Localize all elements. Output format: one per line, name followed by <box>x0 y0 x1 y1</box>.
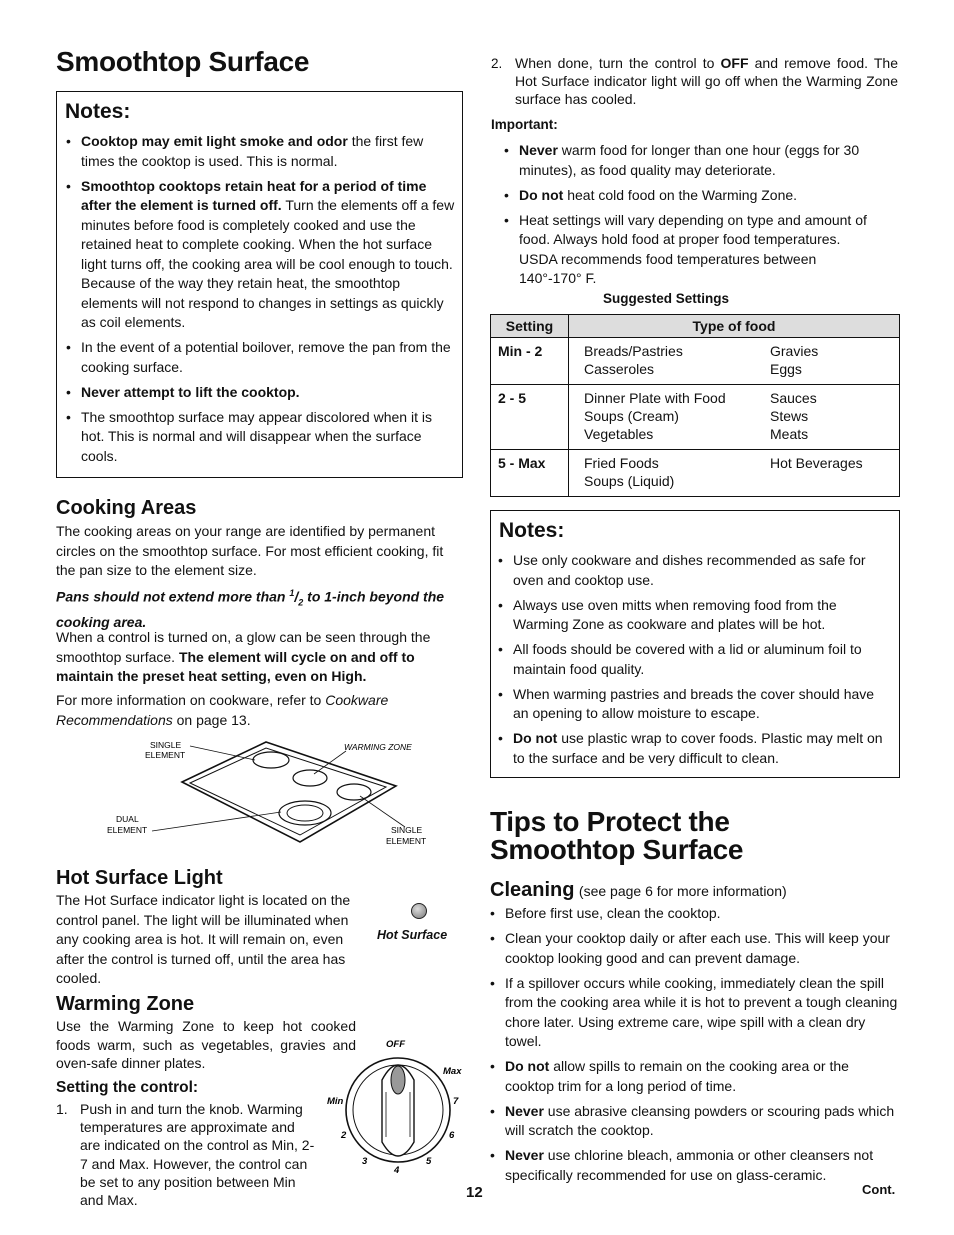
hot-surface-text: The Hot Surface indicator light is located on the control panel. The light will be illuminated when any cooking area is hot. It will remain on, even after the control is turned off, until the area has cooled. <box>56 892 351 986</box>
important-item: • Do not heat cold food on the Warming Zone. <box>499 186 879 206</box>
table-caption: Suggested Settings <box>602 291 729 306</box>
label-warming-zone: WARMING ZONE <box>344 742 412 752</box>
knob-7-label: 7 <box>453 1096 459 1107</box>
cleaning-list <box>485 904 899 1191</box>
food-list-a: Breads/Pastries Casseroles <box>584 343 683 377</box>
label-single-top-2: ELEMENT <box>145 750 186 760</box>
cleaning-note: (see page 6 for more information) <box>578 883 787 899</box>
label-dual-1: DUAL <box>116 814 139 824</box>
cleaning-item: • Never use abrasive cleansing powders or scouring pads which will scratch the cooktop. <box>485 1102 899 1141</box>
continued-label: Cont. <box>862 1182 896 1197</box>
note-item: • Always use oven mitts when removing food from the Warming Zone as cookware and plates will be hot. <box>493 596 891 635</box>
food-list-b: Sauces Stews Meats <box>770 390 817 442</box>
notes-list-right <box>493 551 891 774</box>
cleaning-heading: Cleaning <box>490 879 575 901</box>
notes-heading-right: Notes: <box>499 519 565 542</box>
notes-heading: Notes: <box>65 100 131 123</box>
setting-cell: 2 - 5 <box>491 385 569 450</box>
label-single-bottom-2: ELEMENT <box>386 836 427 846</box>
setting-control-heading: Setting the control: <box>56 1079 199 1096</box>
notes-list <box>61 132 456 472</box>
notes-box-right <box>490 510 900 778</box>
label-single-top-1: SINGLE <box>150 740 182 750</box>
warming-zone-text: Use the Warming Zone to keep hot cooked foods warm, such as vegetables, gravies and oven-safe dinner plates. <box>56 1018 356 1071</box>
cooktop-outline <box>182 742 396 842</box>
note-item: • When warming pastries and breads the cover should have an opening to allow moisture to escape. <box>493 685 891 724</box>
suggested-settings-table <box>490 314 900 497</box>
hot-surface-indicator-light <box>411 903 427 919</box>
pans-warning: Pans should not extend more than $^1/_2$ to 1-inch beyond the cooking area. <box>56 588 445 630</box>
note-item: • Use only cookware and dishes recommended as safe for oven and cooktop use. <box>493 551 891 590</box>
table-row <box>491 385 900 450</box>
food-cell <box>569 450 900 497</box>
step2-number: 2. <box>491 56 503 71</box>
food-cell <box>569 338 900 385</box>
food-list-a: Dinner Plate with Food Soups (Cream) Vegetables <box>584 390 726 442</box>
cooking-areas-heading: Cooking Areas <box>56 497 197 519</box>
col-food-header: Type of food <box>569 315 900 338</box>
important-list <box>499 141 879 294</box>
cooking-areas-text: The cooking areas on your range are identified by permanent circles on the smoothtop surface. For most efficient cooking, fit the pan size to the element size. <box>56 523 444 578</box>
cleaning-item: • Clean your cooktop daily or after each use. This will keep your cooktop looking good and can prevent damage. <box>485 929 899 968</box>
knob-2-label: 2 <box>341 1130 347 1141</box>
food-list-b: Hot Beverages <box>770 455 863 471</box>
food-list-b: Gravies Eggs <box>770 343 819 377</box>
warming-zone-heading: Warming Zone <box>56 993 195 1015</box>
knob-pointer <box>391 1066 405 1094</box>
knob-4-label: 4 <box>394 1165 400 1176</box>
knob-6-label: 6 <box>449 1130 455 1141</box>
cooktop-diagram <box>100 736 440 852</box>
important-heading: Important: <box>491 117 558 132</box>
cookware-ref: For more information on cookware, refer to Cookware Recommendations on page 13. <box>56 692 389 728</box>
food-list-a: Fried Foods Soups (Liquid) <box>584 455 675 489</box>
label-single-bottom-1: SINGLE <box>391 825 423 835</box>
knob-min-label: Min <box>327 1096 344 1107</box>
warming-control-knob <box>322 1032 472 1177</box>
cleaning-item: • If a spillover occurs while cooking, immediately clean the spill from the cooking area while it is hot to prevent a tough cleaning chore later. Using extreme care, wipe spill with a clean dry towel. <box>485 974 899 1052</box>
knob-max-label: Max <box>443 1066 462 1077</box>
hot-surface-label: Hot Surface <box>377 928 448 942</box>
note-item: • Cooktop may emit light smoke and odor the first few times the cooktop is used. This is normal. <box>61 132 456 171</box>
note-item: • Never attempt to lift the cooktop. <box>61 383 456 403</box>
step2-text: When done, turn the control to OFF and remove food. The Hot Surface indicator light will go off when the Warming Zone surface has cooled. <box>515 55 899 107</box>
table-row <box>491 450 900 497</box>
tips-title: Tips to Protect the Smoothtop Surface <box>490 806 744 865</box>
note-item: • All foods should be covered with a lid or aluminum foil to maintain food quality. <box>493 640 891 679</box>
cleaning-item: • Before first use, clean the cooktop. <box>485 904 899 924</box>
food-cell <box>569 385 900 450</box>
hot-surface-heading: Hot Surface Light <box>56 867 223 889</box>
label-dual-2: ELEMENT <box>107 825 148 835</box>
note-item: • Do not use plastic wrap to cover foods. Plastic may melt on to the surface and be very difficult to clean. <box>493 729 891 768</box>
notes-box-left <box>56 91 463 478</box>
knob-3-label: 3 <box>362 1156 368 1167</box>
step1-number: 1. <box>56 1101 68 1117</box>
setting-cell: Min - 2 <box>491 338 569 385</box>
knob-5-label: 5 <box>426 1156 432 1167</box>
cleaning-item: • Do not allow spills to remain on the cooking area or the cooktop trim for a long period of time. <box>485 1057 899 1096</box>
note-item: • Smoothtop cooktops retain heat for a period of time after the element is turned off. Turn the elements off a few minutes before food is completely cooked and use the retained heat to complete cooking. When the hot surface light turns off, the cooking area will be cool enough to touch. Because of the way they retain heat, the smoothtop elements will not respond to changes in settings as quickly as coil elements. <box>61 177 456 333</box>
note-item: • The smoothtop surface may appear discolored when it is hot. This is normal and will disappear when the surface cools. <box>61 408 456 467</box>
important-item: • Heat settings will vary depending on type and amount of food. Always hold food at proper food temperatures. USDA recommends food temperatures between 140°-170° F. <box>499 211 879 289</box>
note-item: • In the event of a potential boilover, remove the pan from the cooking surface. <box>61 338 456 377</box>
knob-off-label: OFF <box>386 1039 405 1050</box>
page-title: Smoothtop Surface <box>56 46 310 77</box>
glow-text: When a control is turned on, a glow can be seen through the smoothtop surface. The element will cycle on and off to maintain the preset heat setting, even on High. <box>56 629 431 684</box>
cleaning-item: • Never use chlorine bleach, ammonia or other cleansers not specifically recommended for use on glass-ceramic. <box>485 1146 899 1185</box>
cleaning-heading-row <box>490 879 787 902</box>
col-setting-header: Setting <box>491 315 569 338</box>
page-number: 12 <box>466 1184 483 1201</box>
step1-text: Push in and turn the knob. Warming temperatures are approximate and are indicated on the control as Min, 2-7 and Max. However, the control can be set to any position between Min and Max. <box>80 1101 315 1209</box>
important-item: • Never warm food for longer than one hour (eggs for 30 minutes), as food quality may deteriorate. <box>499 141 879 180</box>
table-row <box>491 338 900 385</box>
setting-cell: 5 - Max <box>491 450 569 497</box>
